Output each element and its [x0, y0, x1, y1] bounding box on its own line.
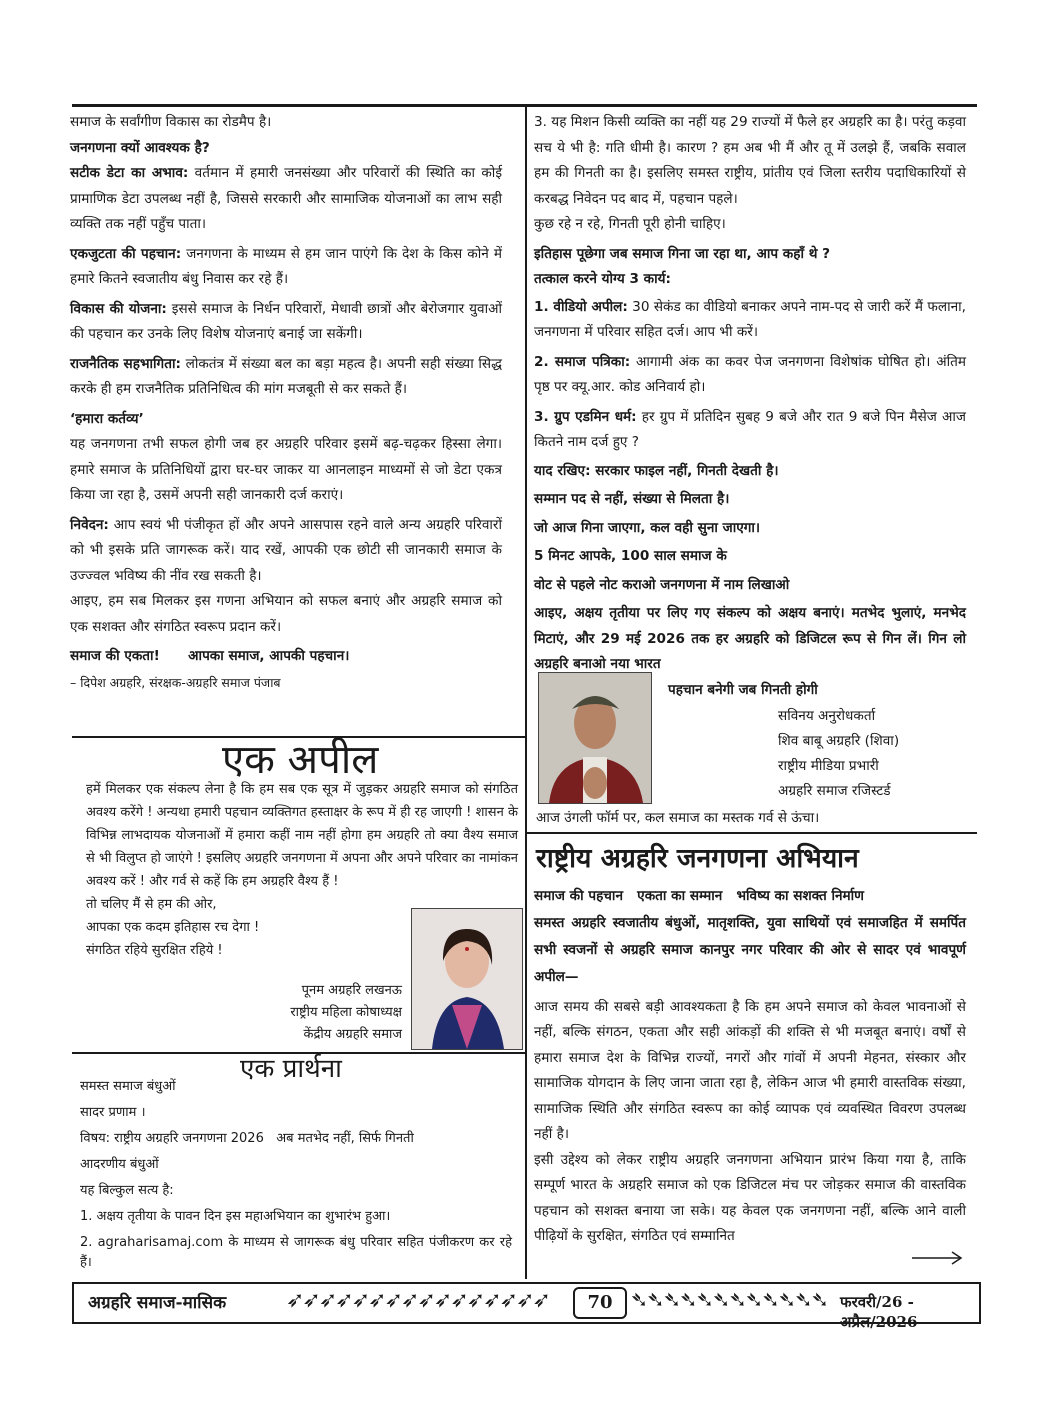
task-1: 1. वीडियो अपील: 30 सेकंड का वीडियो बनाकर अपने नाम-पद से जारी करें मैं फलाना, जनगणना में परिवार सहित दर्ज। आप भी करें।: [534, 298, 966, 340]
duty-text: यह जनगणना तभी सफल होगी जब हर अग्रहरि परिवार इसमें बढ़-चढ़कर हिस्सा लेगा। हमारे समाज के प्रतिनिधियों द्वारा घर-घर जाकर या आनलाइन माध्यमों से जो डेटा एकत्र किया जा रहा है, उसमें अपनी सही जानकारी दर्ज कराएं।: [70, 436, 502, 503]
prayer-line-1: समस्त समाज बंधुओं: [80, 1079, 176, 1094]
task-2: 2. समाज पत्रिका: आगामी अंक का कवर पेज जनगणना विशेषांक घोषित हो। अंतिम पृष्ठ पर क्यू.आर. कोड अनिवार्य हो।: [534, 353, 966, 395]
prayer-title: एक प्रार्थना: [240, 1054, 342, 1084]
why-census-heading: जनगणना क्यों आवश्यक है?: [70, 139, 210, 156]
duty-heading: ‘हमारा कर्तव्य’: [70, 410, 144, 427]
shiv-sig-1: सविनय अनुरोधकर्ता: [778, 708, 876, 724]
slogan-3: जो आज गिना जाएगा, कल वही सुना जाएगा।: [534, 519, 761, 536]
slogan-6: आइए, अक्षय तृतीया पर लिए गए संकल्प को अक्षय बनाएं। मतभेद भुलाएं, मनभेद मिटाएं, और 29 मई 2026 तक हर अग्रहरि को डिजिटल रूप से गिन लें। गिन लो अग्रहरि बनाओ नया भारत: [534, 605, 966, 672]
shiv-sig-3: राष्ट्रीय मीडिया प्रभारी: [778, 758, 879, 774]
column-divider: [525, 104, 527, 1279]
prayer-body: [80, 1074, 512, 1273]
prayer-line-3: विषय: राष्ट्रीय अग्रहरि जनगणना 2026 अब मतभेद नहीं, सिर्फ गिनती: [80, 1131, 414, 1146]
request-text: निवेदन: आप स्वयं भी पंजीकृत हों और अपने आसपास रहने वाले अन्य अग्रहरि परिवारों को भी इसके प्रति जागरूक करें। याद रखें, आपकी एक छोटी सी जानकारी समाज के उज्ज्वल भविष्य की नींव रख सकती है।: [70, 516, 502, 584]
shiv-heading: पहचान बनेगी जब गिनती होगी: [668, 682, 818, 698]
left-article: [70, 110, 502, 695]
appeal-line-b: आपका एक कदम इतिहास रच देगा !: [86, 920, 260, 935]
shiv-babu-photo: [538, 672, 652, 804]
appeal-line-c: संगठित रहिये सुरक्षित रहिये !: [86, 943, 223, 958]
slogan-5: वोट से पहले नोट कराओ जनगणना में नाम लिखाओ: [534, 576, 790, 593]
photo-caption: आज उंगली फॉर्म पर, कल समाज का मस्तक गर्व से ऊंचा।: [536, 810, 820, 826]
issue-date: फरवरी/26 - अप्रैल/2026: [840, 1293, 918, 1331]
author-line: – दिपेश अग्रहरि, संरक्षक-अग्रहरि समाज पंजाब: [70, 674, 281, 690]
slogan-1: याद रखिए: सरकार फाइल नहीं, गिनती देखती है।: [534, 462, 779, 479]
tasks-heading: तत्काल करने योग्य 3 कार्य:: [534, 271, 671, 287]
person-photo-icon: [539, 673, 651, 803]
appeal-sig-name: पूनम अग्रहरि लखनऊ: [301, 983, 402, 998]
census-intro: समस्त अग्रहरि स्वजातीय बंधुओं, मातृशक्ति, युवा साथियों एवं समाजहित में समर्पित सभी स्वजनों से अग्रहरि समाज कानपुर नगर परिवार की ओर से सादर एवं भावपूर्ण अपील—: [534, 914, 966, 985]
shiv-sig-4: अग्रहरि समाज रजिस्टर्ड: [778, 783, 891, 799]
census-rule: [527, 832, 977, 834]
poonam-photo: [411, 908, 523, 1050]
slogan-4: 5 मिनट आपके, 100 साल समाज के: [534, 548, 727, 564]
prayer-line-6: 1. अक्षय तृतीया के पावन दिन इस महाअभियान का शुभारंभ हुआ।: [80, 1209, 391, 1224]
point-politics: राजनैतिक सहभागिता: लोकतंत्र में संख्या बल का बड़ा महत्व है। अपनी सही संख्या सिद्ध करके ही हम राजनैतिक प्रतिनिधित्व की मांग मजबूती से कर सकते हैं।: [70, 355, 502, 397]
census-title: राष्ट्रीय अग्रहरि जनगणना अभियान: [536, 843, 859, 874]
count-line: कुछ रहे न रहे, गिनती पूरी होनी चाहिए।: [534, 216, 726, 232]
appeal-sig-role: राष्ट्रीय महिला कोषाध्यक्ष: [290, 1005, 402, 1020]
census-para-1: आज समय की सबसे बड़ी आवश्यकता है कि हम अपने समाज को केवल भावनाओं से नहीं, बल्कि संगठन, एकता और सही आंकड़ों की शक्ति से भी मजबूत बनाएं। वर्षों से हमारा समाज देश के विभिन्न राज्यों, नगरों और गांवों में अपनी मेहनत, संस्कार और सामाजिक योगदान के लिए जाना जाता रहा है, लेकिन आज भी हमारी वास्तविक संख्या, सामाजिक स्थिति और संगठित स्वरूप का कोई व्यापक एवं व्यवस्थित विवरण उपलब्ध नहीं है।: [534, 998, 966, 1142]
prayer-line-4: आदरणीय बंधुओं: [80, 1157, 159, 1172]
ornament-arrows-icon: ➶➶➶➶➶➶➶➶➶➶➶➶➶➶➶➶: [286, 1288, 549, 1313]
magazine-name: अग्रहरि समाज-मासिक: [88, 1293, 227, 1313]
prayer-line-7: 2. agraharisamaj.com के माध्यम से जागरूक बंधु परिवार सहित पंजीकरण कर रहे हैं।: [80, 1235, 512, 1270]
appeal-sig-org: केंद्रीय अग्रहरि समाज: [303, 1027, 402, 1042]
mission-text: 3. यह मिशन किसी व्यक्ति का नहीं यह 29 राज्यों में फैले हर अग्रहरि का है। परंतु कड़वा सच ये भी है: गति धीमी है। कारण ? हम अब भी मैं और तू में उलझे हैं, जबकि सवाल हम की गिनती का है। इसलिए समस्त राष्ट्रीय, प्रांतीय एवं जिला स्तरीय पदाधिकारियों से करबद्ध निवेदन पद बाद में, पहचान पहले।: [534, 114, 966, 207]
roadmap-line: समाज के सर्वांगीण विकास का रोडमैप है।: [70, 114, 272, 130]
ornament-arrows-icon: ➴➴➴➴➴➴➴➴➴➴➴➴: [630, 1288, 828, 1313]
right-arrow-icon: [912, 1250, 964, 1266]
prayer-line-5: यह बिल्कुल सत्य है:: [80, 1183, 174, 1198]
point-data: सटीक डेटा का अभाव: वर्तमान में हमारी जनसंख्या और परिवारों की स्थिति का कोई प्रामाणिक डेटा उपलब्ध नहीं है, जिससे सरकारी और सामाजिक योजनाओं का लाभ सही व्यक्ति तक नहीं पहुँच पाता।: [70, 165, 502, 232]
right-article: [534, 110, 966, 678]
appeal-line-a: तो चलिए मैं से हम की ओर,: [86, 897, 217, 912]
census-para-2: इसी उद्देश्य को लेकर राष्ट्रीय अग्रहरि जनगणना अभियान प्रारंभ किया गया है, ताकि सम्पूर्ण भारत के अग्रहरि समाज को एक डिजिटल मंच पर जोड़कर समाज की वास्तविक पहचान को सशक्त बनाया जा सके। यह केवल एक जनगणना नहीं, बल्कि आने वाली पीढ़ियों के सुरक्षित, संगठित एवं सम्मानित: [534, 1151, 966, 1244]
person-photo-icon: [412, 909, 522, 1049]
page-number: 70: [573, 1287, 627, 1319]
census-tagline: समाज की पहचान एकता का सम्मान भविष्य का सशक्त निर्माण: [534, 888, 864, 904]
shiv-signature: [778, 704, 899, 804]
appeal-title: एक अपील: [222, 737, 379, 783]
footer-bar: [72, 1282, 981, 1331]
point-plan: विकास की योजना: इससे समाज के निर्धन परिवारों, मेधावी छात्रों और बेरोजगार युवाओं की पहचान कर उनके लिए विशेष योजनाएं बनाई जा सकेंगी।: [70, 300, 502, 342]
slogan-2: सम्मान पद से नहीं, संख्या से मिलता है।: [534, 491, 730, 507]
appeal-text: हमें मिलकर एक संकल्प लेना है कि हम सब एक सूत्र में जुड़कर अग्रहरि समाज को संगठित अवश्य करेंगे ! अन्यथा हमारी पहचान व्यक्तिगत हस्ताक्षर के रूप में ही रह जाएगी ! शासन के विभिन्न लाभदायक योजनाओं में हमारा कहीं नाम नहीं होगा हम अग्रहरि तो क्या वैश्य समाज से भी विलुप्त हो जाएंगे ! इसलिए अग्रहरि जनगणना में अपना और अपने परिवार का नामांकन अवश्य करें ! और गर्व से कहें कि हम अग्रहरि वैश्य हैं !: [86, 782, 518, 889]
point-unity: एकजुटता की पहचान: जनगणना के माध्यम से हम जान पाएंगे कि देश के किस कोने में हमारे कितने स्वजातीय बंधु निवास कर रहे हैं।: [70, 245, 502, 287]
census-body: [534, 884, 966, 1250]
history-line: इतिहास पूछेगा जब समाज गिना जा रहा था, आप कहाँ थे ?: [534, 245, 831, 262]
closing-text: आइए, हम सब मिलकर इस गणना अभियान को सफल बनाएं और अग्रहरि समाज को एक सशक्त और संगठित स्वरूप प्रदान करें।: [70, 593, 502, 635]
unity-line: समाज की एकता! आपका समाज, आपकी पहचान।: [70, 648, 350, 664]
prayer-line-2: सादर प्रणाम ।: [80, 1105, 146, 1120]
appeal-signature: [250, 980, 402, 1046]
shiv-sig-2: शिव बाबू अग्रहरि (शिवा): [778, 733, 900, 749]
task-3: 3. ग्रुप एडमिन धर्म: हर ग्रुप में प्रतिदिन सुबह 9 बजे और रात 9 बजे पिन मैसेज आज कितने नाम दर्ज हुए ?: [534, 408, 966, 450]
